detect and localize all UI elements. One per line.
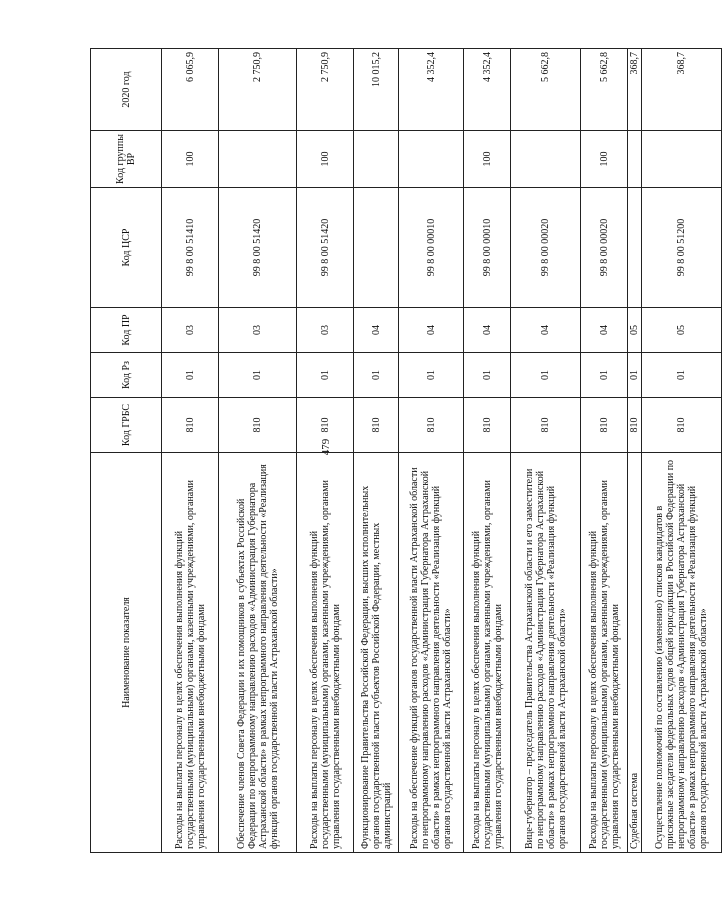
row-csr: 99 8 00 00010 xyxy=(464,188,511,308)
row-amount: 10 015,2 xyxy=(354,49,399,131)
row-grbs: 810 xyxy=(297,398,354,453)
row-csr: 99 8 00 00010 xyxy=(399,188,464,308)
row-rz: 01 xyxy=(464,353,511,398)
row-rz: 01 xyxy=(354,353,399,398)
row-rz: 01 xyxy=(511,353,581,398)
row-csr: 99 8 00 51420 xyxy=(297,188,354,308)
header-year: 2020 год xyxy=(91,49,162,131)
header-grbs: Код ГРБС xyxy=(91,398,162,453)
row-name: Осуществление полномочий по составлению (изменению) списков кандидатов в присяжные заседатели федеральных судов общей юрисдикции в Российской Федерации по непрограммному направлению расходов «Администрация Губернатора Астраханской области» в рамках непрограммного направления деятельности «Реализация функций органов государственной власти Астраханской области» xyxy=(642,453,722,853)
row-grbs: 810 xyxy=(628,398,642,453)
row-pr: 04 xyxy=(581,308,628,353)
row-csr xyxy=(628,188,642,308)
row-amount: 5 662,8 xyxy=(581,49,628,131)
row-rz: 01 xyxy=(219,353,297,398)
row-pr: 04 xyxy=(399,308,464,353)
table-row xyxy=(354,49,399,853)
row-amount: 368,7 xyxy=(642,49,722,131)
row-csr: 99 8 00 51200 xyxy=(642,188,722,308)
row-grbs: 810 xyxy=(354,398,399,453)
row-grbs: 810 xyxy=(464,398,511,453)
row-grbs: 810 xyxy=(581,398,628,453)
header-pr: Код ПР xyxy=(91,308,162,353)
row-vr xyxy=(354,131,399,188)
row-name: Вице-губернатор – председатель Правительства Астраханской области и его заместители по непрограммному направлению расходов «Администрация Губернатора Астраханской области» в рамках непрограммного направления деятельности «Реализация функций органов государственной власти Астраханской области» xyxy=(511,453,581,853)
row-vr: 100 xyxy=(162,131,219,188)
row-rz: 01 xyxy=(642,353,722,398)
row-vr xyxy=(219,131,297,188)
row-vr: 100 xyxy=(297,131,354,188)
row-amount: 368,7 xyxy=(628,49,642,131)
row-amount: 5 662,8 xyxy=(511,49,581,131)
table-row xyxy=(628,49,642,853)
table-row xyxy=(399,49,464,853)
row-amount: 4 352,4 xyxy=(399,49,464,131)
row-name: Расходы на выплаты персоналу в целях обеспечения выполнения функций государственными (муниципальными) органами, казенными учреждениями, органами управления государственными внебюджетными фондами xyxy=(464,453,511,853)
row-rz: 01 xyxy=(162,353,219,398)
row-rz: 01 xyxy=(297,353,354,398)
row-csr xyxy=(354,188,399,308)
row-vr xyxy=(628,131,642,188)
row-name: Обеспечение членов Совета Федерации и их помощников в субъектах Российской Федерации по непрограммному направлению расходов «Администрация Губернатора Астраханской области» в рамках непрограммного направления деятельности «Реализация функций органов государственной власти Астраханской области» xyxy=(219,453,297,853)
row-grbs: 810 xyxy=(642,398,722,453)
row-csr: 99 8 00 00020 xyxy=(511,188,581,308)
row-pr: 05 xyxy=(628,308,642,353)
row-pr: 05 xyxy=(642,308,722,353)
row-pr: 04 xyxy=(511,308,581,353)
row-rz: 01 xyxy=(399,353,464,398)
table-row xyxy=(642,49,722,853)
row-amount: 2 750,9 xyxy=(219,49,297,131)
table-row xyxy=(581,49,628,853)
row-csr: 99 8 00 00020 xyxy=(581,188,628,308)
row-vr: 100 xyxy=(464,131,511,188)
row-name: Расходы на выплаты персоналу в целях обеспечения выполнения функций государственными (муниципальными) органами, казенными учреждениями, органами управления государственными внебюджетными фондами xyxy=(297,453,354,853)
row-amount: 6 065,9 xyxy=(162,49,219,131)
header-row xyxy=(91,49,162,853)
row-vr: 100 xyxy=(581,131,628,188)
table-row xyxy=(162,49,219,853)
header-name: Наименование показателя xyxy=(91,453,162,853)
row-pr: 03 xyxy=(219,308,297,353)
table-row xyxy=(219,49,297,853)
row-pr: 04 xyxy=(464,308,511,353)
header-vr: Код группы ВР xyxy=(91,131,162,188)
row-grbs: 810 xyxy=(162,398,219,453)
budget-table xyxy=(90,48,722,853)
row-name: Судебная система xyxy=(628,453,642,853)
row-pr: 03 xyxy=(297,308,354,353)
row-vr xyxy=(511,131,581,188)
row-rz: 01 xyxy=(628,353,642,398)
row-grbs: 810 xyxy=(399,398,464,453)
row-grbs: 810 xyxy=(219,398,297,453)
row-csr: 99 8 00 51420 xyxy=(219,188,297,308)
row-amount: 4 352,4 xyxy=(464,49,511,131)
row-grbs: 810 xyxy=(511,398,581,453)
table-row xyxy=(511,49,581,853)
row-csr: 99 8 00 51410 xyxy=(162,188,219,308)
page-number: 479 xyxy=(320,438,332,456)
header-rz: Код Рз xyxy=(91,353,162,398)
table-row xyxy=(464,49,511,853)
row-name: Функционирование Правительства Российской Федерации, высших исполнительных органов государственной власти субъектов Российской Федерации, местных администраций xyxy=(354,453,399,853)
row-vr xyxy=(399,131,464,188)
row-pr: 04 xyxy=(354,308,399,353)
row-name: Расходы на выплаты персоналу в целях обеспечения выполнения функций государственными (муниципальными) органами, казенными учреждениями, органами управления государственными внебюджетными фондами xyxy=(162,453,219,853)
row-name: Расходы на выплаты персоналу в целях обеспечения выполнения функций государственными (муниципальными) органами, казенными учреждениями, органами управления государственными внебюджетными фондами xyxy=(581,453,628,853)
row-name: Расходы на обеспечение функций органов государственной власти Астраханской области по непрограммному направлению расходов «Администрация Губернатора Астраханской области» в рамках непрограммного направления деятельности «Реализация функций органов государственной власти Астраханской области» xyxy=(399,453,464,853)
table-row xyxy=(297,49,354,853)
header-csr: Код ЦСР xyxy=(91,188,162,308)
row-rz: 01 xyxy=(581,353,628,398)
row-vr xyxy=(642,131,722,188)
row-pr: 03 xyxy=(162,308,219,353)
row-amount: 2 750,9 xyxy=(297,49,354,131)
rotated-table-container xyxy=(90,49,722,853)
